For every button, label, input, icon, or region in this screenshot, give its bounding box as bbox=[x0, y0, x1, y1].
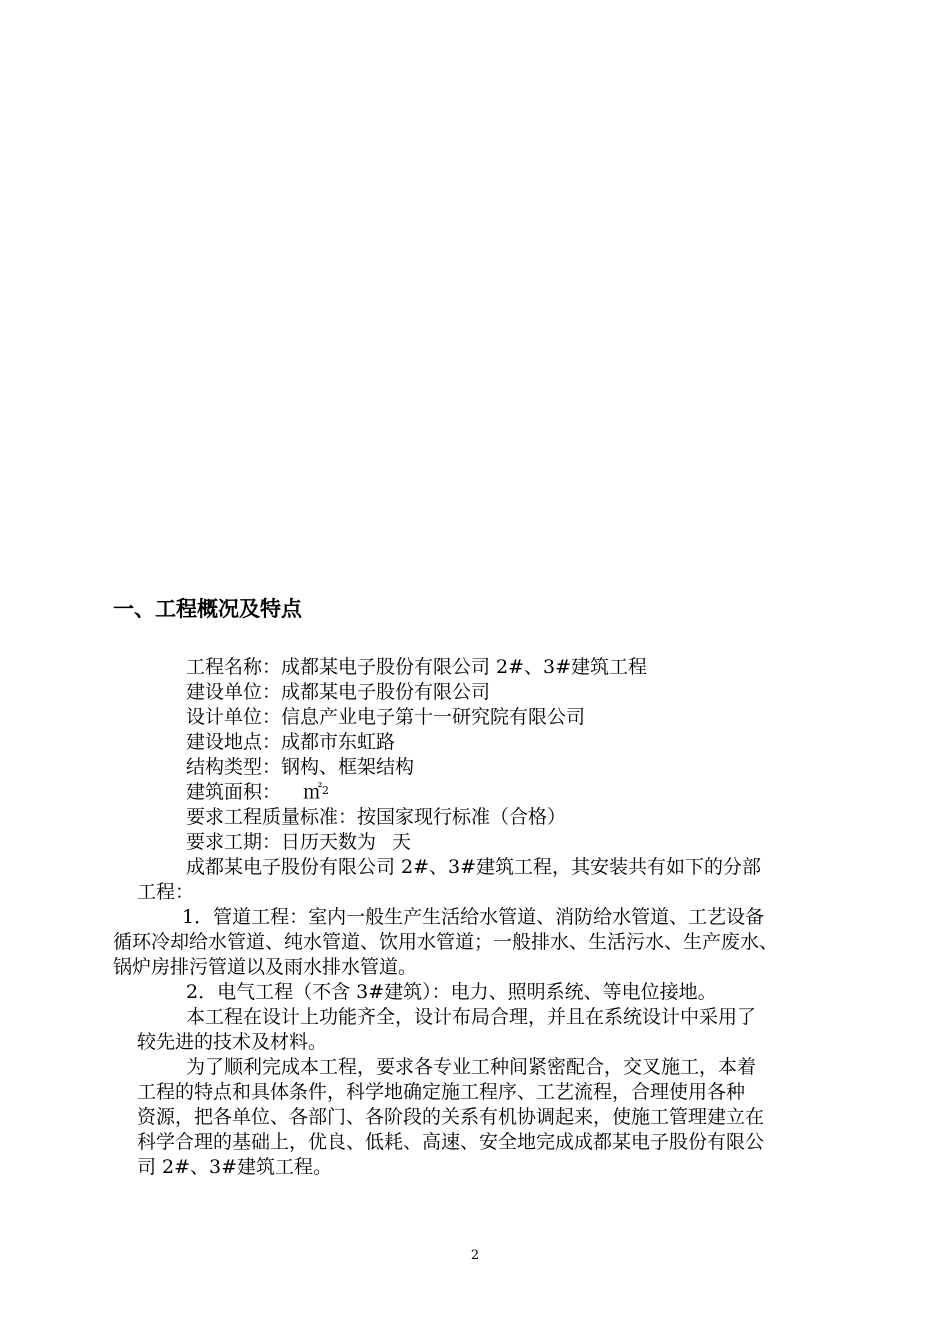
section-heading: 一、工程概况及特点 bbox=[113, 597, 302, 621]
area-unit: ㎡ bbox=[303, 781, 323, 803]
pipeline-paragraph-line: 锅炉房排污管道以及雨水排水管道。 bbox=[113, 956, 418, 978]
period-unit: 天 bbox=[392, 831, 412, 853]
construction-unit: 建设单位：成都某电子股份有限公司 bbox=[186, 681, 491, 703]
goal-paragraph-line: 为了顺利完成本工程，要求各专业工种间紧密配合，交叉施工，本着 bbox=[186, 1056, 757, 1078]
goal-paragraph-line: 科学合理的基础上，优良、低耗、高速、安全地完成成都某电子股份有限公 bbox=[137, 1131, 765, 1153]
structure-type: 结构类型：钢构、框架结构 bbox=[186, 756, 415, 778]
goal-paragraph-line: 资源，把各单位、各部门、各阶段的关系有机协调起来，使施工管理建立在 bbox=[137, 1106, 765, 1128]
building-area-label: 建筑面积： bbox=[186, 781, 282, 803]
design-unit: 设计单位：信息产业电子第十一研究院有限公司 bbox=[186, 706, 586, 728]
electrical-paragraph: 2．电气工程（不含 3#建筑）：电力、照明系统、等电位接地。 bbox=[186, 981, 717, 1003]
construction-site: 建设地点：成都市东虹路 bbox=[186, 731, 396, 753]
page-number: 2 bbox=[470, 1248, 480, 1263]
project-name: 工程名称：成都某电子股份有限公司 2#、3#建筑工程 bbox=[186, 656, 648, 678]
area-unit-superscript: 2 bbox=[322, 784, 330, 797]
intro-paragraph-line: 成都某电子股份有限公司 2#、3#建筑工程，其安装共有如下的分部 bbox=[186, 856, 762, 878]
pipeline-paragraph-line: 1．管道工程：室内一般生产生活给水管道、消防给水管道、工艺设备 bbox=[182, 906, 765, 928]
construction-period bbox=[186, 830, 411, 855]
goal-paragraph-line: 工程的特点和具体条件，科学地确定施工程序、工艺流程，合理使用各种 bbox=[137, 1081, 746, 1103]
intro-paragraph-line: 工程： bbox=[137, 881, 195, 903]
design-paragraph-line: 较先进的技术及材料。 bbox=[137, 1031, 328, 1053]
quality-standard: 要求工程质量标准：按国家现行标准（合格） bbox=[186, 806, 567, 828]
goal-paragraph-line: 司 2#、3#建筑工程。 bbox=[137, 1156, 333, 1178]
building-area bbox=[186, 780, 329, 805]
pipeline-paragraph-line: 循环冷却给水管道、纯水管道、饮用水管道；一般排水、生活污水、生产废水、 bbox=[113, 931, 779, 953]
period-label: 要求工期：日历天数为 bbox=[186, 831, 377, 853]
design-paragraph-line: 本工程在设计上功能齐全，设计布局合理，并且在系统设计中采用了 bbox=[186, 1006, 757, 1028]
